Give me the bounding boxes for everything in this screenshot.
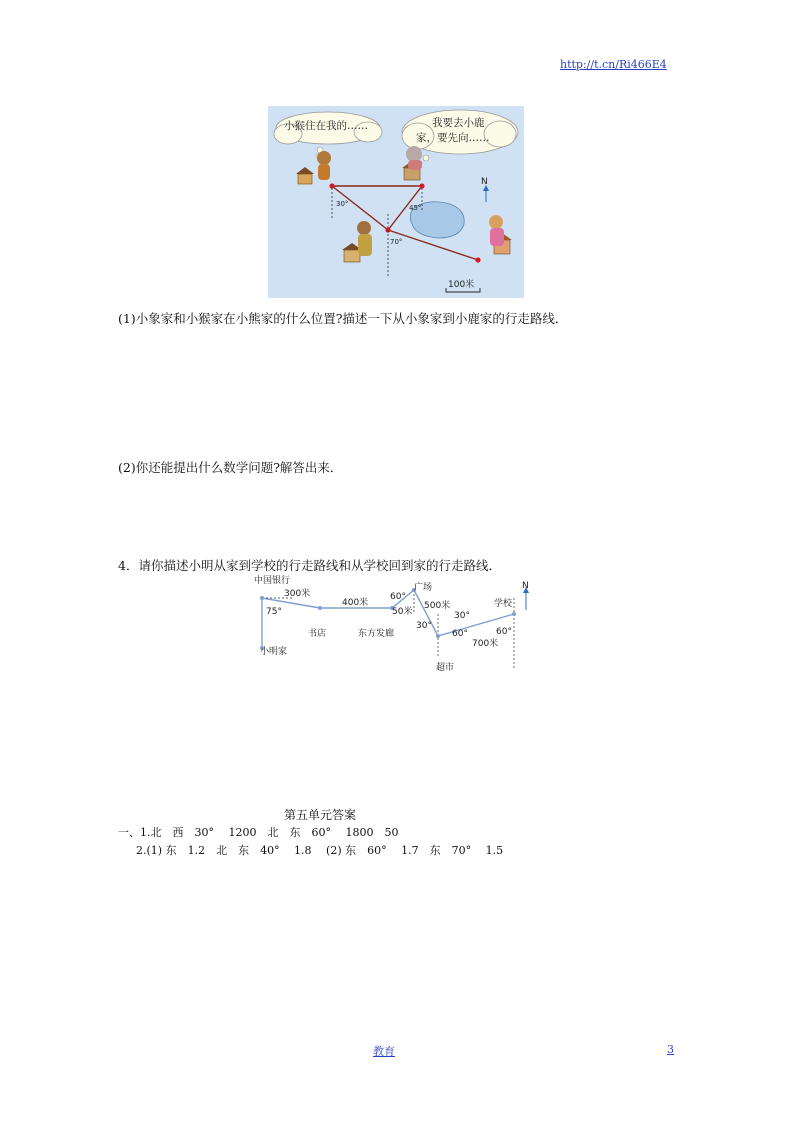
bubble-right-text-2: 家，要先向……: [416, 132, 490, 144]
answers-line-1: 一、1.北 西 30° 1200 北 东 60° 1800 50: [118, 826, 399, 839]
question-3-2: (2)你还能提出什么数学问题?解答出来．: [118, 460, 343, 475]
question-4: 4．请你描述小明从家到学校的行走路线和从学校回到家的行走路线．: [118, 558, 501, 573]
bubble-left-text: 小猴住在我的……: [284, 120, 368, 132]
bubble-right-text-1: 我要去小鹿: [432, 117, 485, 129]
angle-45-label: 45°: [409, 204, 422, 212]
angle-70-label: 70°: [390, 238, 403, 246]
label-bank: 中国银行: [254, 576, 291, 586]
bear-figure: [357, 221, 372, 256]
label-60-c: 60°: [496, 627, 512, 637]
label-300m: 300米: [284, 589, 311, 599]
monkey-figure: [317, 151, 331, 180]
label-50m: 50米: [392, 607, 413, 617]
header-url-link[interactable]: http://t.cn/Ri466E4: [560, 58, 667, 71]
footer-link[interactable]: 教育: [373, 1045, 395, 1058]
route-diagram-figure: [254, 574, 538, 672]
label-square: 广场: [414, 583, 433, 593]
label-bookstore: 书店: [308, 629, 327, 639]
answers-title: 第五单元答案: [284, 808, 357, 822]
label-30-b: 30°: [416, 621, 432, 631]
north-label-1: N: [481, 177, 488, 187]
angle-30-label: 30°: [336, 200, 349, 208]
label-home: 小明家: [260, 647, 288, 657]
animal-map-figure: [268, 106, 524, 298]
north-label-2: N: [522, 581, 529, 591]
label-400m: 400米: [342, 598, 369, 608]
label-supermarket: 超市: [436, 663, 455, 672]
page-number[interactable]: 3: [667, 1043, 674, 1056]
label-75: 75°: [266, 607, 282, 617]
label-500m: 500米: [424, 601, 451, 611]
label-school: 学校: [494, 599, 513, 609]
label-700m: 700米: [472, 639, 499, 649]
answers-line-2: 2.(1) 东 1.2 北 东 40° 1.8 (2) 东 60° 1.7 东 70° 1.5: [136, 844, 504, 857]
scale-label: 100米: [448, 280, 475, 290]
question-3-1: (1)小象家和小猴家在小熊家的什么位置?描述一下从小象家到小鹿家的行走路线．: [118, 311, 568, 326]
label-dongfang: 东方发廊: [358, 629, 395, 639]
elephant-figure: [406, 146, 422, 170]
label-60-b: 60°: [452, 629, 468, 639]
label-30-a: 30°: [454, 611, 470, 621]
deer-figure: [489, 215, 504, 246]
label-60-a: 60°: [390, 592, 406, 602]
